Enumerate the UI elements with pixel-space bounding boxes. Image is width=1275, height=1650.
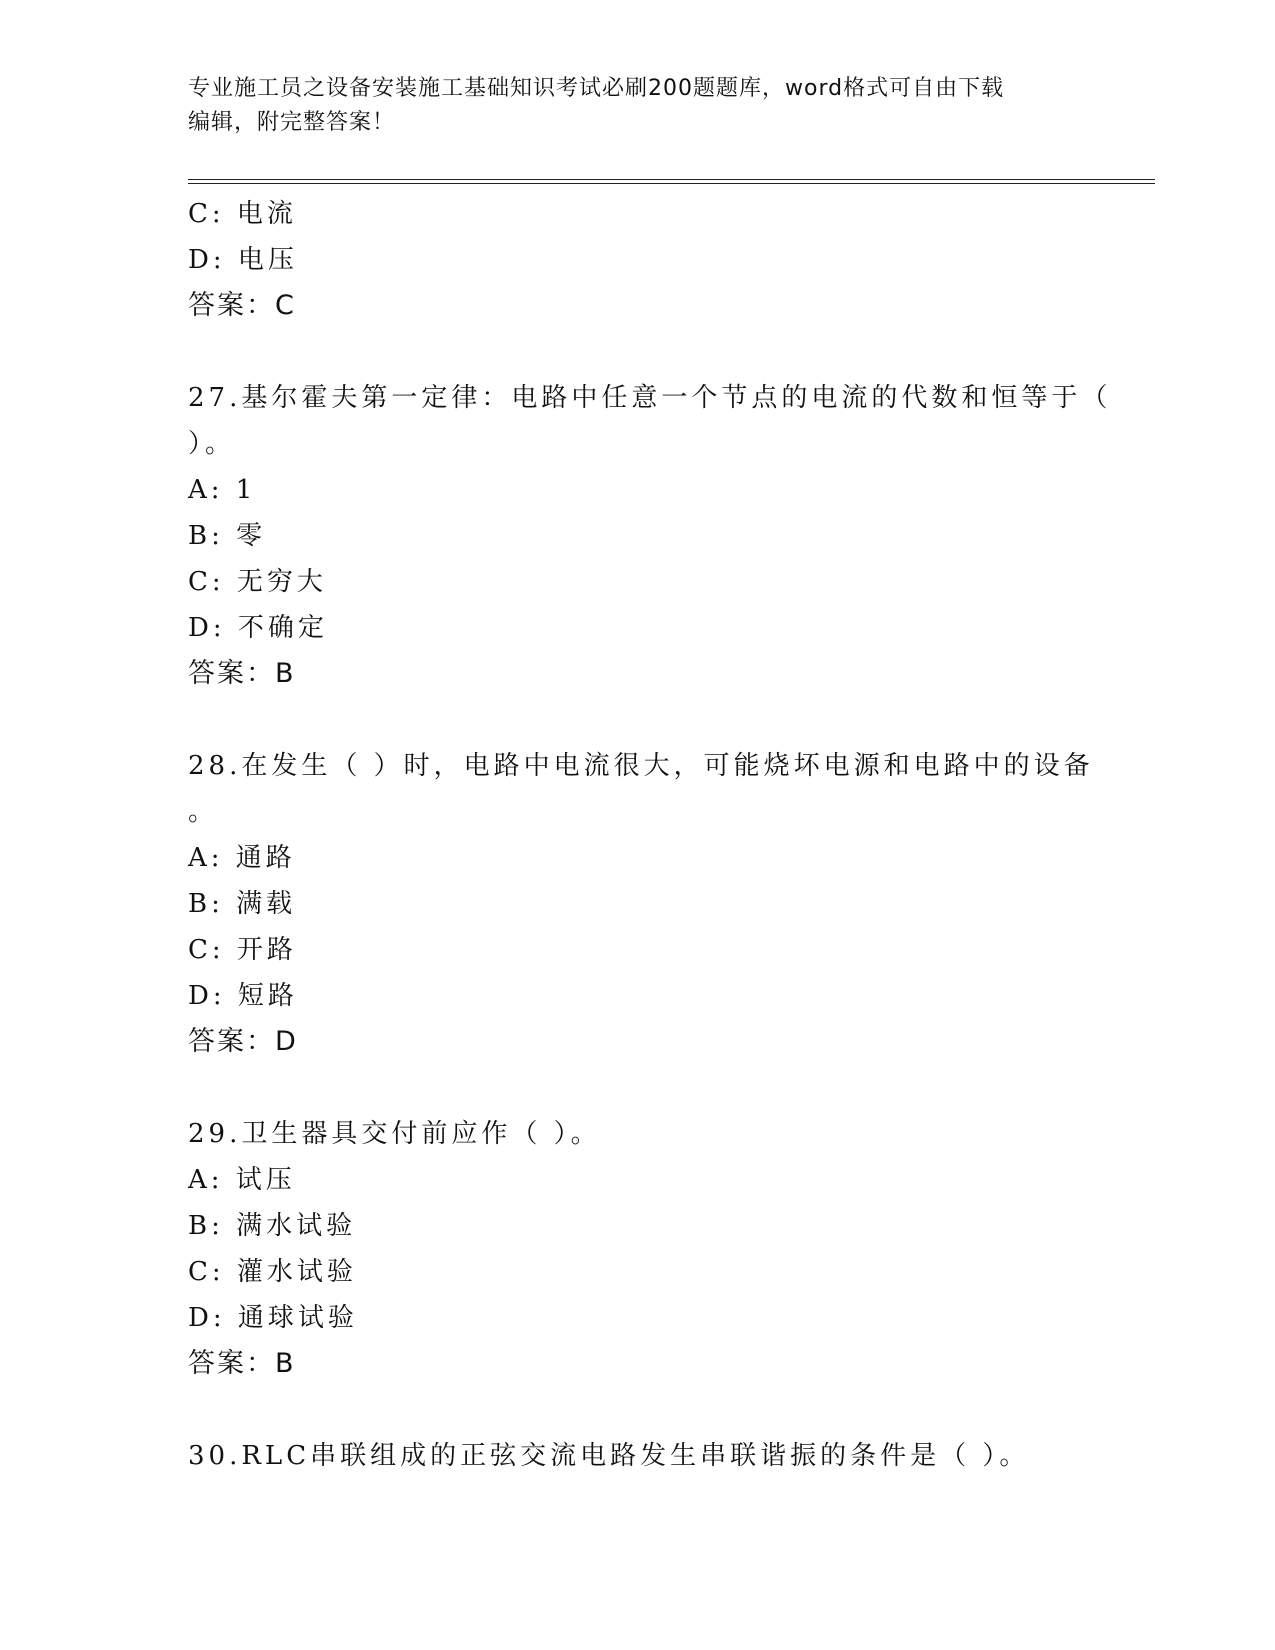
header-divider-bottom (188, 183, 1155, 184)
spacer (188, 329, 1088, 375)
question-text-continued: 。 (188, 797, 219, 827)
option-c: C: 无穷大 (188, 567, 327, 597)
question-list (188, 191, 1112, 1479)
option-a: A: 1 (188, 475, 257, 505)
option-d: D: 不确定 (188, 613, 328, 643)
option-d: D: 短路 (188, 981, 298, 1011)
header-line-2: 编辑，附完整答案！ (188, 110, 396, 135)
question-text: 28.在发生（ ）时，电路中电流很大，可能烧坏电源和电路中的设备 (188, 751, 1094, 781)
option-b: B: 零 (188, 521, 267, 551)
question-28 (188, 743, 1094, 1065)
spacer (188, 697, 1088, 743)
question-text: 29.卫生器具交付前应作（ ）。 (188, 1119, 601, 1149)
answer: 答案：C (188, 290, 296, 321)
header-line-1: 专业施工员之设备安装施工基础知识考试必刷200题题库，word格式可自由下载 (188, 76, 1005, 101)
option-a: A: 试压 (188, 1165, 296, 1195)
question-27 (188, 375, 1112, 697)
option-c: C: 电流 (188, 199, 297, 229)
option-b: B: 满载 (188, 889, 297, 919)
option-d: D: 通球试验 (188, 1303, 358, 1333)
question-text-continued: ）。 (188, 429, 236, 459)
spacer (188, 1065, 1088, 1111)
document-header (188, 72, 1088, 140)
option-b: B: 满水试验 (188, 1211, 357, 1241)
option-a: A: 通路 (188, 843, 296, 873)
question-text: 30.RLC串联组成的正弦交流电路发生串联谐振的条件是（ ）。 (188, 1441, 1030, 1471)
answer: 答案：D (188, 1026, 298, 1057)
option-c: C: 开路 (188, 935, 297, 965)
question-text: 27.基尔霍夫第一定律：电路中任意一个节点的电流的代数和恒等于（ (188, 383, 1112, 413)
answer: 答案：B (188, 1348, 296, 1379)
answer: 答案：B (188, 658, 296, 689)
question-29 (188, 1111, 1088, 1387)
header-divider-top (188, 179, 1155, 180)
option-d: D: 电压 (188, 245, 298, 275)
question-26-partial (188, 191, 1088, 329)
spacer (188, 1387, 1088, 1433)
option-c: C: 灌水试验 (188, 1257, 357, 1287)
question-30 (188, 1433, 1088, 1479)
